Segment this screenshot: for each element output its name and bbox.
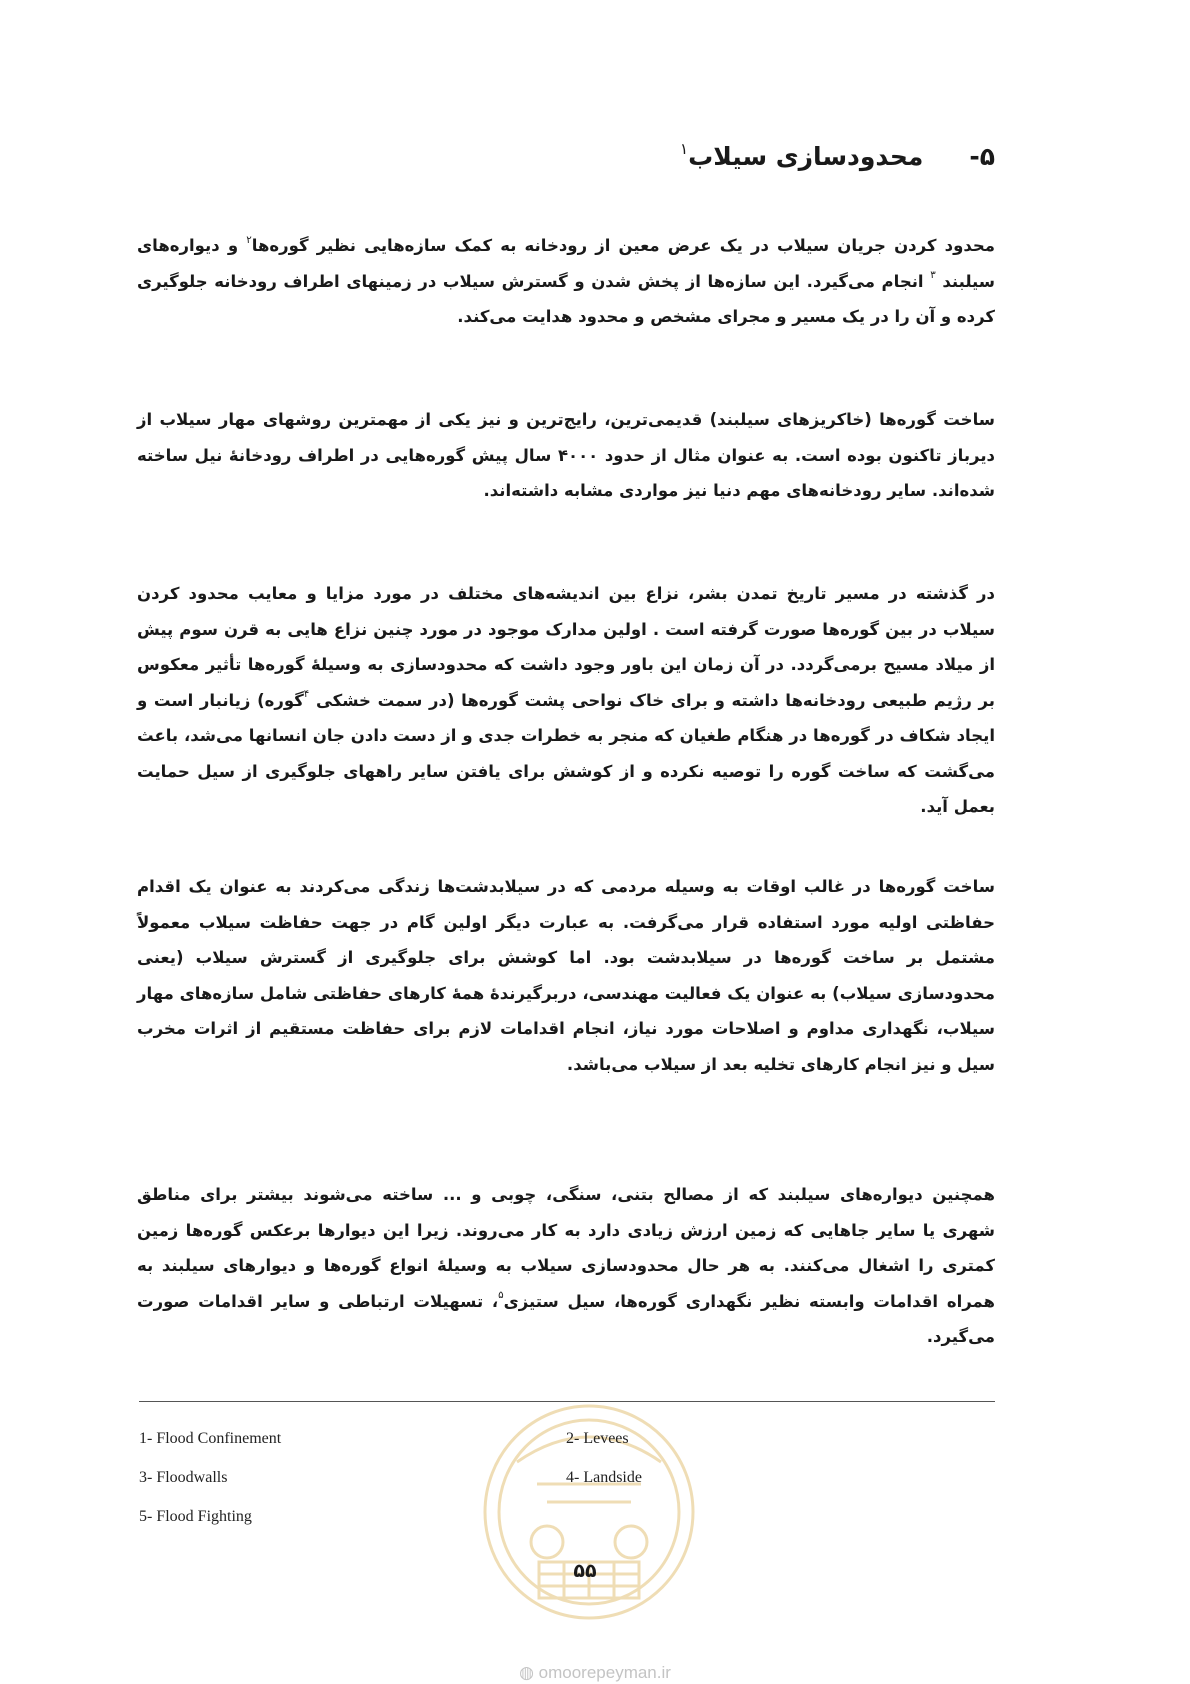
footnote-5: 5- Flood Fighting [139, 1508, 252, 1525]
section-number: ۵- [969, 142, 995, 171]
paragraph-4: ساخت گوره‌ها در غالب اوقات به وسیله مردمی که در سیلابدشت‌ها زندگی می‌کردند به عنوان یک اقدام حفاظتی اولیه مورد استفاده قرار می‌گرفت. به عبارت دیگر اولین گام در جهت حفاظت سیلاب معمولاً مشتمل بر ساخت گوره‌ها در سیلابدشت بود. اما کوشش برای جلوگیری از گسترش سیلاب (یعنی محدودسازی سیلاب) به عنوان یک فعالیت مهندسی، دربرگیرندهٔ همهٔ کارهای حفاظتی شامل سازه‌های مهار سیلاب، نگهداری مداوم و اصلاحات مورد نیاز، انجام اقدامات لازم برای حفاظت مستقیم از اثرات مخرب سیل و نیز انجام کارهای تخلیه بعد از سیلاب می‌باشد. [137, 877, 995, 1074]
site-watermark [470, 1663, 720, 1683]
paragraph-1-text-c: انجام می‌گیرد. این سازه‌ها از پخش شدن و گسترش سیلاب در زمینهای اطراف رودخانه جلوگیری کرده و آن را در یک مسیر و مجرای مشخص و محدود هدایت می‌کند. [137, 271, 995, 326]
paragraph-5-text-a: همچنین دیواره‌های سیلبند که از مصالح بتنی، سنگی، چوبی و ... ساخته می‌شوند بیشتر برای مناطق شهری یا سایر جاهایی که زمین ارزش زیادی دارد به کار می‌روند. زیرا این دیوارها برعکس گوره‌ها زمین کمتری را اشغال می‌کنند. به هر حال محدودسازی سیلاب به وسیلهٔ انواع گوره‌ها و دیوارهای سیلبند به همراه اقدامات وابسته نظیر نگهداری گوره‌ها، سیل ستیزی [137, 1185, 995, 1311]
paragraph-3-text-a: در گذشته در مسیر تاریخ تمدن بشر، نزاع بین اندیشه‌های مختلف در مورد مزایا و معایب محدود کردن سیلاب در بین گوره‌ها صورت گرفته است . اولین مدارک موجود در مورد چنین نزاع هایی به قرن سوم پیش از میلاد مسیح برمی‌گردد. در آن زمان این باور وجود داشت که محدودسازی به وسیلهٔ گوره‌ها تأثیر معکوس بر رژیم طبیعی رودخانه‌ها داشته و برای خاک نواحی پشت گوره‌ها (در سمت خشکی [137, 584, 995, 710]
footnote-2: 2- Levees [566, 1430, 629, 1447]
footnote-ref-5: ۵ [498, 1290, 504, 1301]
page-number: ۵۵ [573, 1560, 597, 1582]
section-heading [135, 139, 995, 171]
footnote-3: 3- Floodwalls [139, 1469, 228, 1486]
footnote-ref-3: ۳ [930, 270, 936, 281]
paragraph-1-text-a: محدود کردن جریان سیلاب در یک عرض معین از رودخانه به کمک سازه‌هایی نظیر گوره‌ها [251, 236, 996, 255]
paragraph-3 [137, 576, 995, 825]
paragraph-1-text-b: و دیواره‌های سیلبند [137, 236, 996, 291]
section-title: محدودسازی سیلاب [688, 142, 924, 171]
footnote-ref-4: ۴ [303, 689, 310, 700]
footnote-ref-2: ۲ [246, 234, 252, 246]
paragraph-3-text-b: گوره) زیانبار است و ایجاد شکاف در گوره‌ها در هنگام طغیان که منجر به خطرات جدی و از دست دادن جان انسانها می‌شد، باعث می‌گشت که ساخت گوره را توصیه نکرده و از کوشش برای یافتن سایر راههای جلوگیری از سیل حمایت بعمل آید. [137, 690, 995, 816]
paragraph-2: ساخت گوره‌ها (خاکریزهای سیلبند) قدیمی‌ترین، رایج‌ترین و نیز یکی از مهمترین روشهای مهار سیلاب از دیرباز تاکنون بوده است. به عنوان مثال از حدود ۴۰۰۰ سال پیش گوره‌هایی در اطراف رودخانهٔ نیل ساخته شده‌اند. سایر رودخانه‌های مهم دنیا نیز مواردی مشابه داشته‌اند. [137, 410, 995, 500]
footnote-ref-1: ۱ [679, 139, 689, 158]
paragraph-5 [137, 1177, 995, 1355]
paragraph-5-text-b: ، تسهیلات ارتباطی و سایر اقدامات صورت می‌گیرد. [137, 1291, 995, 1346]
seal-watermark-icon [477, 1392, 701, 1624]
footnote-4: 4- Landside [566, 1469, 642, 1486]
globe-icon: ◍ [519, 1663, 539, 1682]
footnote-1: 1- Flood Confinement [139, 1430, 282, 1447]
paragraph-1 [137, 228, 995, 335]
site-watermark-text: omoorepeyman.ir [538, 1663, 671, 1682]
